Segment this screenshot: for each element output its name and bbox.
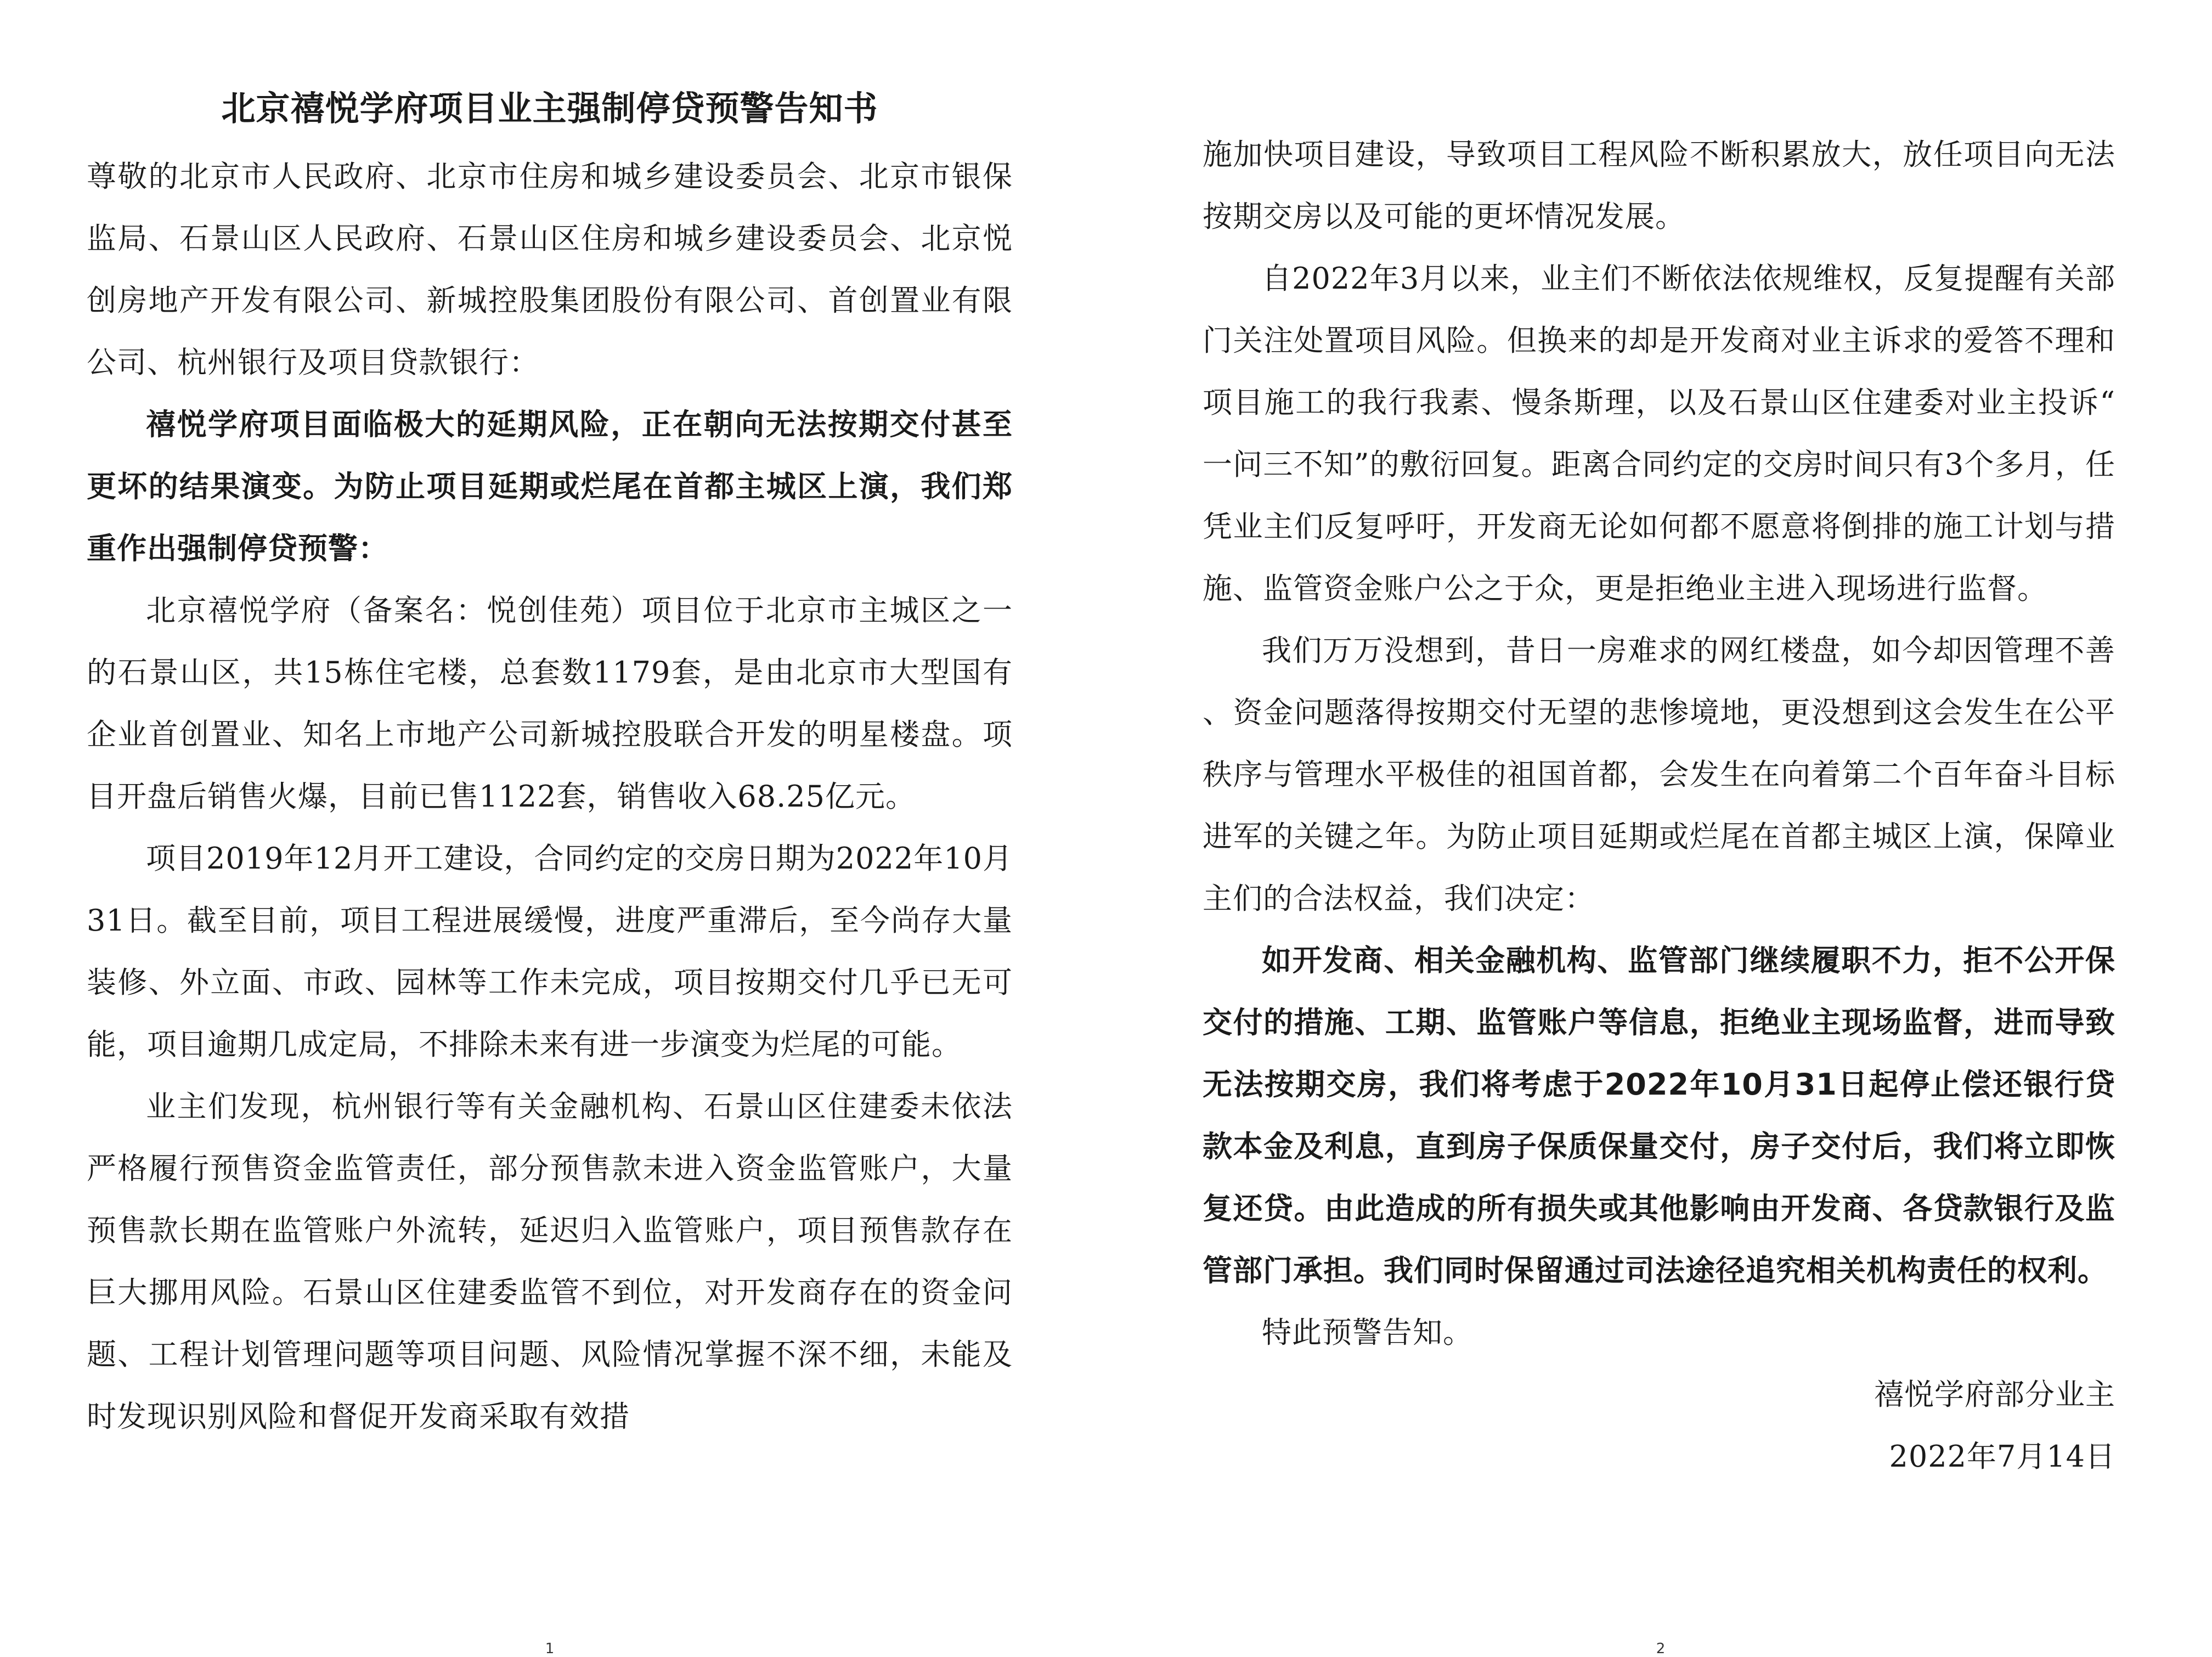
page-number-1: 1 [545,1641,555,1657]
decision-paragraph: 如开发商、相关金融机构、监管部门继续履职不力，拒不公开保交付的措施、工期、监管账户等信息，拒绝业主现场监督，进而导致无法按期交房，我们将考虑于2022年10月31日起停止偿还银行贷款本金及利息，直到房子保质保量交付，房子交付后，我们将立即恢复还贷。由此造成的所有损失或其他影响由开发商、各贷款银行及监管部门承担。我们同时保留通过司法途径追究相关机构责任的权利。 [1203,943,2115,1288]
closing-line: 特此预警告知。 [1262,1315,1473,1350]
page-2 [1106,0,2212,1656]
unexpected-paragraph: 我们万万没想到，昔日一房难求的网红楼盘，如今却因管理不善、资金问题落得按期交付无望的悲惨境地，更没想到这会发生在公平秩序与管理水平极佳的祖国首都，会发生在向着第二个百年奋斗目标进军的关键之年。为防止项目延期或烂尾在首都主城区上演，保障业主们的合法权益，我们决定： [1203,633,2115,916]
signature-date: 2022年7月14日 [1889,1439,2115,1474]
funds-supervision-paragraph: 业主们发现，杭州银行等有关金融机构、石景山区住建委未依法严格履行预售资金监管责任，部分预售款未进入资金监管账户，大量预售款长期在监管账户外流转，延迟归入监管账户，项目预售款存在巨大挪用风险。石景山区住建委监管不到位，对开发商存在的资金问题、工程计划管理问题等项目问题、风险情况掌握不深不细，未能及时发现识别风险和督促开发商采取有效措 [87,1089,1013,1434]
rights-protection-paragraph: 自2022年3月以来，业主们不断依法依规维权，反复提醒有关部门关注处置项目风险。但换来的却是开发商对业主诉求的爱答不理和项目施工的我行我素、慢条斯理，以及石景山区住建委对业主投诉“一问三不知”的敷衍回复。距离合同约定的交房时间只有3个多月，任凭业主们反复呼吁，开发商无论如何都不愿意将倒排的施工计划与措施、监管资金账户公之于众，更是拒绝业主进入现场进行监督。 [1203,261,2115,606]
page-number-2: 2 [1656,1641,1666,1657]
continued-paragraph: 施加快项目建设，导致项目工程风险不断积累放大，放任项目向无法按期交房以及可能的更坏情况发展。 [1203,137,2115,234]
progress-paragraph: 项目2019年12月开工建设，合同约定的交房日期为2022年10月31日。截至目前，项目工程进展缓慢，进度严重滞后，至今尚存大量装修、外立面、市政、园林等工作未完成，项目按期交付几乎已无可能，项目逾期几成定局，不排除未来有进一步演变为烂尾的可能。 [87,841,1013,1062]
page-1 [0,0,1106,1656]
warning-paragraph: 禧悦学府项目面临极大的延期风险，正在朝向无法按期交付甚至更坏的结果演变。为防止项目延期或烂尾在首都主城区上演，我们郑重作出强制停贷预警： [87,407,1013,566]
signatory: 禧悦学府部分业主 [1874,1377,2115,1412]
document-title: 北京禧悦学府项目业主强制停贷预警告知书 [221,88,878,128]
salutation-paragraph: 尊敬的北京市人民政府、北京市住房和城乡建设委员会、北京市银保监局、石景山区人民政府、石景山区住房和城乡建设委员会、北京悦创房地产开发有限公司、新城控股集团股份有限公司、首创置业有限公司、杭州银行及项目贷款银行： [87,159,1013,380]
project-info-paragraph: 北京禧悦学府（备案名：悦创佳苑）项目位于北京市主城区之一的石景山区，共15栋住宅楼，总套数1179套，是由北京市大型国有企业首创置业、知名上市地产公司新城控股联合开发的明星楼盘。项目开盘后销售火爆，目前已售1122套，销售收入68.25亿元。 [87,593,1013,814]
